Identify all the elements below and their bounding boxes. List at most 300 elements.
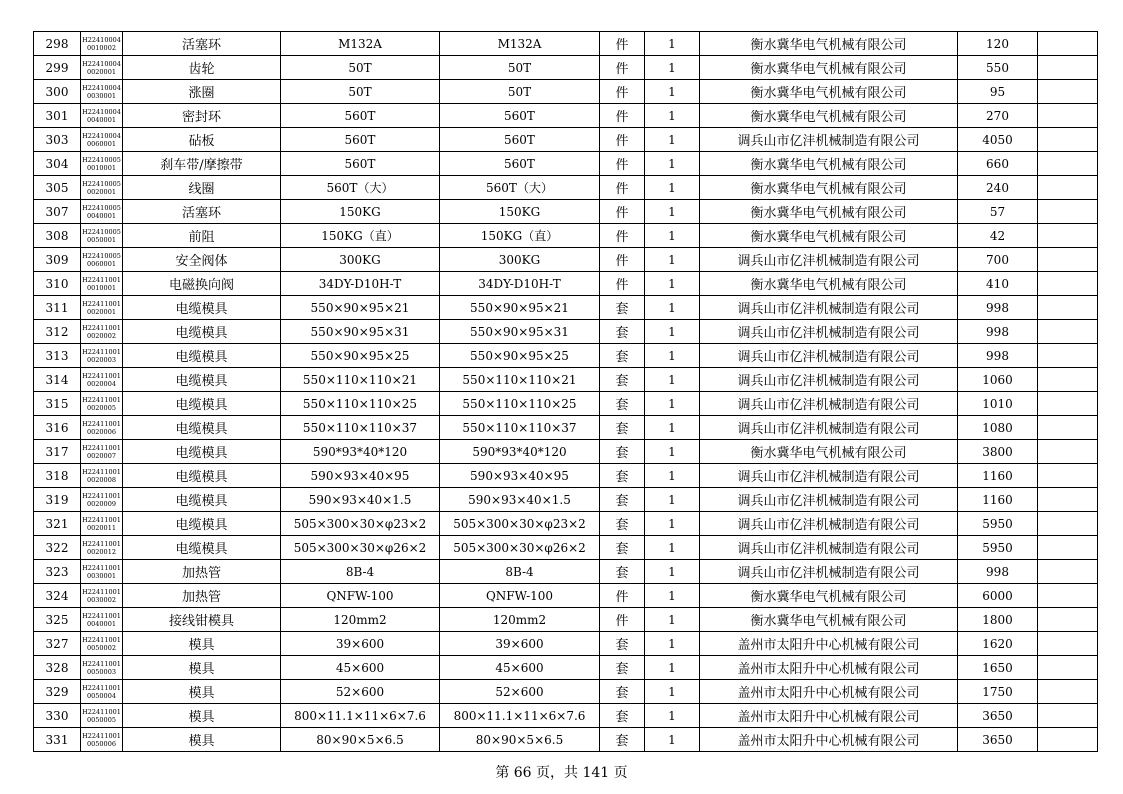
model-cell: 80×90×5×6.5 xyxy=(440,728,600,752)
table-row xyxy=(34,488,1098,512)
remark-cell xyxy=(1038,152,1098,176)
quantity-cell: 1 xyxy=(645,296,700,320)
row-number-cell: 308 xyxy=(34,224,81,248)
price-cell: 998 xyxy=(958,320,1038,344)
row-number-cell: 309 xyxy=(34,248,81,272)
table-row xyxy=(34,512,1098,536)
remark-cell xyxy=(1038,488,1098,512)
price-cell: 4050 xyxy=(958,128,1038,152)
unit-cell: 套 xyxy=(600,728,645,752)
supplier-cell: 调兵山市亿沣机械制造有限公司 xyxy=(700,368,958,392)
unit-cell: 件 xyxy=(600,128,645,152)
price-cell: 1620 xyxy=(958,632,1038,656)
remark-cell xyxy=(1038,176,1098,200)
spec-cell: 39×600 xyxy=(281,632,440,656)
model-cell: 52×600 xyxy=(440,680,600,704)
remark-cell xyxy=(1038,680,1098,704)
row-number-cell: 305 xyxy=(34,176,81,200)
item-code-cell: H22410005 0060001 xyxy=(81,248,123,272)
price-cell: 95 xyxy=(958,80,1038,104)
row-number-cell: 331 xyxy=(34,728,81,752)
unit-cell: 套 xyxy=(600,560,645,584)
spec-cell: 560T xyxy=(281,104,440,128)
quantity-cell: 1 xyxy=(645,680,700,704)
price-cell: 1650 xyxy=(958,656,1038,680)
supplier-cell: 衡水冀华电气机械有限公司 xyxy=(700,584,958,608)
spec-cell: 590×93×40×95 xyxy=(281,464,440,488)
quantity-cell: 1 xyxy=(645,488,700,512)
model-cell: 120mm2 xyxy=(440,608,600,632)
unit-cell: 套 xyxy=(600,368,645,392)
row-number-cell: 322 xyxy=(34,536,81,560)
model-cell: 560T xyxy=(440,128,600,152)
price-cell: 5950 xyxy=(958,512,1038,536)
spec-cell: 590×93×40×1.5 xyxy=(281,488,440,512)
remark-cell xyxy=(1038,104,1098,128)
model-cell: M132A xyxy=(440,32,600,56)
row-number-cell: 304 xyxy=(34,152,81,176)
table-row xyxy=(34,200,1098,224)
item-name-cell: 接线钳模具 xyxy=(123,608,281,632)
unit-cell: 套 xyxy=(600,632,645,656)
model-cell: 39×600 xyxy=(440,632,600,656)
item-code-cell: H22410005 0010001 xyxy=(81,152,123,176)
remark-cell xyxy=(1038,32,1098,56)
row-number-cell: 317 xyxy=(34,440,81,464)
quantity-cell: 1 xyxy=(645,104,700,128)
price-table xyxy=(33,31,1098,752)
spec-cell: QNFW-100 xyxy=(281,584,440,608)
quantity-cell: 1 xyxy=(645,152,700,176)
item-code-cell: H22411001 0020003 xyxy=(81,344,123,368)
table-row xyxy=(34,680,1098,704)
table-row xyxy=(34,536,1098,560)
row-number-cell: 316 xyxy=(34,416,81,440)
item-name-cell: 电缆模具 xyxy=(123,536,281,560)
quantity-cell: 1 xyxy=(645,416,700,440)
spec-cell: 120mm2 xyxy=(281,608,440,632)
model-cell: 300KG xyxy=(440,248,600,272)
price-cell: 998 xyxy=(958,296,1038,320)
model-cell: 550×90×95×31 xyxy=(440,320,600,344)
remark-cell xyxy=(1038,704,1098,728)
remark-cell xyxy=(1038,272,1098,296)
supplier-cell: 衡水冀华电气机械有限公司 xyxy=(700,80,958,104)
remark-cell xyxy=(1038,464,1098,488)
quantity-cell: 1 xyxy=(645,704,700,728)
item-code-cell: H22411001 0050006 xyxy=(81,728,123,752)
model-cell: 50T xyxy=(440,80,600,104)
row-number-cell: 313 xyxy=(34,344,81,368)
unit-cell: 件 xyxy=(600,152,645,176)
item-name-cell: 电缆模具 xyxy=(123,488,281,512)
row-number-cell: 319 xyxy=(34,488,81,512)
unit-cell: 套 xyxy=(600,704,645,728)
price-cell: 550 xyxy=(958,56,1038,80)
item-code-cell: H22411001 0050004 xyxy=(81,680,123,704)
model-cell: 150KG（直） xyxy=(440,224,600,248)
price-cell: 42 xyxy=(958,224,1038,248)
row-number-cell: 329 xyxy=(34,680,81,704)
quantity-cell: 1 xyxy=(645,656,700,680)
table-row xyxy=(34,104,1098,128)
supplier-cell: 盖州市太阳升中心机械有限公司 xyxy=(700,680,958,704)
price-cell: 5950 xyxy=(958,536,1038,560)
unit-cell: 件 xyxy=(600,584,645,608)
item-name-cell: 加热管 xyxy=(123,584,281,608)
item-code-cell: H22411001 0020012 xyxy=(81,536,123,560)
item-name-cell: 涨圈 xyxy=(123,80,281,104)
page-number: 第 66 页，共 141 页 xyxy=(495,765,628,781)
item-name-cell: 电缆模具 xyxy=(123,416,281,440)
supplier-cell: 衡水冀华电气机械有限公司 xyxy=(700,200,958,224)
item-code-cell: H22411001 0020002 xyxy=(81,320,123,344)
supplier-cell: 调兵山市亿沣机械制造有限公司 xyxy=(700,536,958,560)
price-cell: 270 xyxy=(958,104,1038,128)
supplier-cell: 衡水冀华电气机械有限公司 xyxy=(700,176,958,200)
spec-cell: 34DY-D10H-T xyxy=(281,272,440,296)
supplier-cell: 衡水冀华电气机械有限公司 xyxy=(700,32,958,56)
remark-cell xyxy=(1038,440,1098,464)
spec-cell: 300KG xyxy=(281,248,440,272)
table-row xyxy=(34,728,1098,752)
row-number-cell: 310 xyxy=(34,272,81,296)
item-code-cell: H22411001 0020009 xyxy=(81,488,123,512)
item-code-cell: H22411001 0050005 xyxy=(81,704,123,728)
remark-cell xyxy=(1038,560,1098,584)
row-number-cell: 328 xyxy=(34,656,81,680)
spec-cell: 550×90×95×31 xyxy=(281,320,440,344)
unit-cell: 套 xyxy=(600,680,645,704)
remark-cell xyxy=(1038,248,1098,272)
spec-cell: 550×90×95×25 xyxy=(281,344,440,368)
remark-cell xyxy=(1038,536,1098,560)
price-cell: 998 xyxy=(958,344,1038,368)
remark-cell xyxy=(1038,632,1098,656)
row-number-cell: 330 xyxy=(34,704,81,728)
item-name-cell: 线圈 xyxy=(123,176,281,200)
price-cell: 120 xyxy=(958,32,1038,56)
unit-cell: 套 xyxy=(600,392,645,416)
quantity-cell: 1 xyxy=(645,200,700,224)
item-name-cell: 前阻 xyxy=(123,224,281,248)
remark-cell xyxy=(1038,608,1098,632)
spec-cell: 80×90×5×6.5 xyxy=(281,728,440,752)
model-cell: 505×300×30×φ23×2 xyxy=(440,512,600,536)
spec-cell: 505×300×30×φ26×2 xyxy=(281,536,440,560)
quantity-cell: 1 xyxy=(645,512,700,536)
quantity-cell: 1 xyxy=(645,560,700,584)
item-name-cell: 电缆模具 xyxy=(123,368,281,392)
model-cell: 34DY-D10H-T xyxy=(440,272,600,296)
remark-cell xyxy=(1038,56,1098,80)
supplier-cell: 调兵山市亿沣机械制造有限公司 xyxy=(700,488,958,512)
remark-cell xyxy=(1038,296,1098,320)
supplier-cell: 衡水冀华电气机械有限公司 xyxy=(700,224,958,248)
item-name-cell: 电缆模具 xyxy=(123,344,281,368)
row-number-cell: 300 xyxy=(34,80,81,104)
table-row xyxy=(34,464,1098,488)
item-name-cell: 模具 xyxy=(123,704,281,728)
remark-cell xyxy=(1038,224,1098,248)
item-name-cell: 刹车带/摩擦带 xyxy=(123,152,281,176)
remark-cell xyxy=(1038,344,1098,368)
item-name-cell: 电缆模具 xyxy=(123,392,281,416)
supplier-cell: 衡水冀华电气机械有限公司 xyxy=(700,440,958,464)
row-number-cell: 324 xyxy=(34,584,81,608)
remark-cell xyxy=(1038,656,1098,680)
spec-cell: 52×600 xyxy=(281,680,440,704)
model-cell: 45×600 xyxy=(440,656,600,680)
spec-cell: 550×110×110×21 xyxy=(281,368,440,392)
row-number-cell: 325 xyxy=(34,608,81,632)
remark-cell xyxy=(1038,368,1098,392)
unit-cell: 件 xyxy=(600,32,645,56)
item-name-cell: 电缆模具 xyxy=(123,296,281,320)
unit-cell: 套 xyxy=(600,656,645,680)
table-row xyxy=(34,344,1098,368)
model-cell: 505×300×30×φ26×2 xyxy=(440,536,600,560)
model-cell: 550×90×95×21 xyxy=(440,296,600,320)
item-name-cell: 电磁换向阀 xyxy=(123,272,281,296)
price-cell: 1080 xyxy=(958,416,1038,440)
unit-cell: 件 xyxy=(600,80,645,104)
item-code-cell: H22411001 0020004 xyxy=(81,368,123,392)
unit-cell: 件 xyxy=(600,200,645,224)
price-cell: 1750 xyxy=(958,680,1038,704)
remark-cell xyxy=(1038,200,1098,224)
table-row xyxy=(34,224,1098,248)
item-code-cell: H22410004 0060001 xyxy=(81,128,123,152)
row-number-cell: 298 xyxy=(34,32,81,56)
price-cell: 1010 xyxy=(958,392,1038,416)
item-code-cell: H22411001 0030002 xyxy=(81,584,123,608)
item-name-cell: 模具 xyxy=(123,656,281,680)
remark-cell xyxy=(1038,128,1098,152)
item-name-cell: 活塞环 xyxy=(123,32,281,56)
unit-cell: 件 xyxy=(600,248,645,272)
model-cell: 590*93*40*120 xyxy=(440,440,600,464)
model-cell: 550×110×110×37 xyxy=(440,416,600,440)
price-cell: 998 xyxy=(958,560,1038,584)
supplier-cell: 调兵山市亿沣机械制造有限公司 xyxy=(700,128,958,152)
quantity-cell: 1 xyxy=(645,80,700,104)
row-number-cell: 327 xyxy=(34,632,81,656)
table-row xyxy=(34,152,1098,176)
item-code-cell: H22411001 0020011 xyxy=(81,512,123,536)
model-cell: 800×11.1×11×6×7.6 xyxy=(440,704,600,728)
unit-cell: 件 xyxy=(600,224,645,248)
table-row xyxy=(34,128,1098,152)
item-name-cell: 安全阀体 xyxy=(123,248,281,272)
item-code-cell: H22411001 0030001 xyxy=(81,560,123,584)
supplier-cell: 衡水冀华电气机械有限公司 xyxy=(700,272,958,296)
remark-cell xyxy=(1038,728,1098,752)
spec-cell: 800×11.1×11×6×7.6 xyxy=(281,704,440,728)
item-name-cell: 模具 xyxy=(123,632,281,656)
row-number-cell: 321 xyxy=(34,512,81,536)
item-name-cell: 电缆模具 xyxy=(123,512,281,536)
item-name-cell: 活塞环 xyxy=(123,200,281,224)
spec-cell: 50T xyxy=(281,80,440,104)
supplier-cell: 调兵山市亿沣机械制造有限公司 xyxy=(700,344,958,368)
quantity-cell: 1 xyxy=(645,272,700,296)
row-number-cell: 311 xyxy=(34,296,81,320)
quantity-cell: 1 xyxy=(645,728,700,752)
price-cell: 240 xyxy=(958,176,1038,200)
price-cell: 1160 xyxy=(958,464,1038,488)
spec-cell: 8B-4 xyxy=(281,560,440,584)
model-cell: 560T xyxy=(440,104,600,128)
item-name-cell: 密封环 xyxy=(123,104,281,128)
remark-cell xyxy=(1038,320,1098,344)
row-number-cell: 303 xyxy=(34,128,81,152)
quantity-cell: 1 xyxy=(645,464,700,488)
row-number-cell: 312 xyxy=(34,320,81,344)
quantity-cell: 1 xyxy=(645,320,700,344)
model-cell: 550×110×110×25 xyxy=(440,392,600,416)
quantity-cell: 1 xyxy=(645,128,700,152)
supplier-cell: 盖州市太阳升中心机械有限公司 xyxy=(700,656,958,680)
supplier-cell: 调兵山市亿沣机械制造有限公司 xyxy=(700,296,958,320)
remark-cell xyxy=(1038,392,1098,416)
unit-cell: 套 xyxy=(600,464,645,488)
item-code-cell: H22411001 0050002 xyxy=(81,632,123,656)
table-row xyxy=(34,704,1098,728)
supplier-cell: 调兵山市亿沣机械制造有限公司 xyxy=(700,320,958,344)
item-code-cell: H22410004 0020001 xyxy=(81,56,123,80)
row-number-cell: 318 xyxy=(34,464,81,488)
model-cell: 550×90×95×25 xyxy=(440,344,600,368)
spec-cell: 550×90×95×21 xyxy=(281,296,440,320)
unit-cell: 套 xyxy=(600,296,645,320)
price-cell: 3800 xyxy=(958,440,1038,464)
unit-cell: 套 xyxy=(600,320,645,344)
quantity-cell: 1 xyxy=(645,224,700,248)
price-cell: 1060 xyxy=(958,368,1038,392)
spec-cell: 550×110×110×25 xyxy=(281,392,440,416)
quantity-cell: 1 xyxy=(645,176,700,200)
item-code-cell: H22410004 0010002 xyxy=(81,32,123,56)
item-code-cell: H22410005 0050001 xyxy=(81,224,123,248)
unit-cell: 件 xyxy=(600,272,645,296)
remark-cell xyxy=(1038,80,1098,104)
unit-cell: 套 xyxy=(600,416,645,440)
table-row xyxy=(34,440,1098,464)
price-cell: 1800 xyxy=(958,608,1038,632)
table-row xyxy=(34,392,1098,416)
item-name-cell: 模具 xyxy=(123,680,281,704)
quantity-cell: 1 xyxy=(645,608,700,632)
spec-cell: 150KG（直） xyxy=(281,224,440,248)
unit-cell: 件 xyxy=(600,176,645,200)
model-cell: 50T xyxy=(440,56,600,80)
item-code-cell: H22411001 0020008 xyxy=(81,464,123,488)
row-number-cell: 301 xyxy=(34,104,81,128)
model-cell: QNFW-100 xyxy=(440,584,600,608)
table-row xyxy=(34,584,1098,608)
price-cell: 6000 xyxy=(958,584,1038,608)
spec-cell: 505×300×30×φ23×2 xyxy=(281,512,440,536)
item-name-cell: 模具 xyxy=(123,728,281,752)
model-cell: 550×110×110×21 xyxy=(440,368,600,392)
spec-cell: 560T xyxy=(281,152,440,176)
table-row xyxy=(34,632,1098,656)
supplier-cell: 衡水冀华电气机械有限公司 xyxy=(700,152,958,176)
item-code-cell: H22411001 0020006 xyxy=(81,416,123,440)
quantity-cell: 1 xyxy=(645,632,700,656)
row-number-cell: 314 xyxy=(34,368,81,392)
unit-cell: 套 xyxy=(600,440,645,464)
spec-cell: 560T（大） xyxy=(281,176,440,200)
quantity-cell: 1 xyxy=(645,392,700,416)
item-code-cell: H22411001 0020007 xyxy=(81,440,123,464)
price-cell: 700 xyxy=(958,248,1038,272)
table-row xyxy=(34,80,1098,104)
model-cell: 590×93×40×1.5 xyxy=(440,488,600,512)
model-cell: 150KG xyxy=(440,200,600,224)
remark-cell xyxy=(1038,584,1098,608)
row-number-cell: 323 xyxy=(34,560,81,584)
supplier-cell: 盖州市太阳升中心机械有限公司 xyxy=(700,728,958,752)
price-cell: 1160 xyxy=(958,488,1038,512)
quantity-cell: 1 xyxy=(645,32,700,56)
table-row xyxy=(34,272,1098,296)
table-row xyxy=(34,608,1098,632)
table-row xyxy=(34,368,1098,392)
quantity-cell: 1 xyxy=(645,368,700,392)
item-name-cell: 齿轮 xyxy=(123,56,281,80)
unit-cell: 套 xyxy=(600,512,645,536)
table-row xyxy=(34,416,1098,440)
model-cell: 590×93×40×95 xyxy=(440,464,600,488)
quantity-cell: 1 xyxy=(645,536,700,560)
supplier-cell: 衡水冀华电气机械有限公司 xyxy=(700,608,958,632)
supplier-cell: 调兵山市亿沣机械制造有限公司 xyxy=(700,416,958,440)
item-code-cell: H22410004 0040001 xyxy=(81,104,123,128)
spec-cell: M132A xyxy=(281,32,440,56)
supplier-cell: 盖州市太阳升中心机械有限公司 xyxy=(700,632,958,656)
quantity-cell: 1 xyxy=(645,56,700,80)
supplier-cell: 衡水冀华电气机械有限公司 xyxy=(700,104,958,128)
item-code-cell: H22411001 0020001 xyxy=(81,296,123,320)
row-number-cell: 307 xyxy=(34,200,81,224)
quantity-cell: 1 xyxy=(645,344,700,368)
quantity-cell: 1 xyxy=(645,440,700,464)
price-cell: 410 xyxy=(958,272,1038,296)
item-code-cell: H22410005 0020001 xyxy=(81,176,123,200)
item-name-cell: 电缆模具 xyxy=(123,320,281,344)
table-row xyxy=(34,320,1098,344)
spec-cell: 50T xyxy=(281,56,440,80)
model-cell: 8B-4 xyxy=(440,560,600,584)
unit-cell: 套 xyxy=(600,536,645,560)
quantity-cell: 1 xyxy=(645,248,700,272)
supplier-cell: 调兵山市亿沣机械制造有限公司 xyxy=(700,392,958,416)
table-row xyxy=(34,56,1098,80)
table-row xyxy=(34,176,1098,200)
unit-cell: 件 xyxy=(600,104,645,128)
supplier-cell: 衡水冀华电气机械有限公司 xyxy=(700,56,958,80)
row-number-cell: 299 xyxy=(34,56,81,80)
table-row xyxy=(34,32,1098,56)
price-cell: 3650 xyxy=(958,704,1038,728)
item-name-cell: 电缆模具 xyxy=(123,440,281,464)
table-row xyxy=(34,560,1098,584)
remark-cell xyxy=(1038,512,1098,536)
spec-cell: 590*93*40*120 xyxy=(281,440,440,464)
spec-cell: 150KG xyxy=(281,200,440,224)
